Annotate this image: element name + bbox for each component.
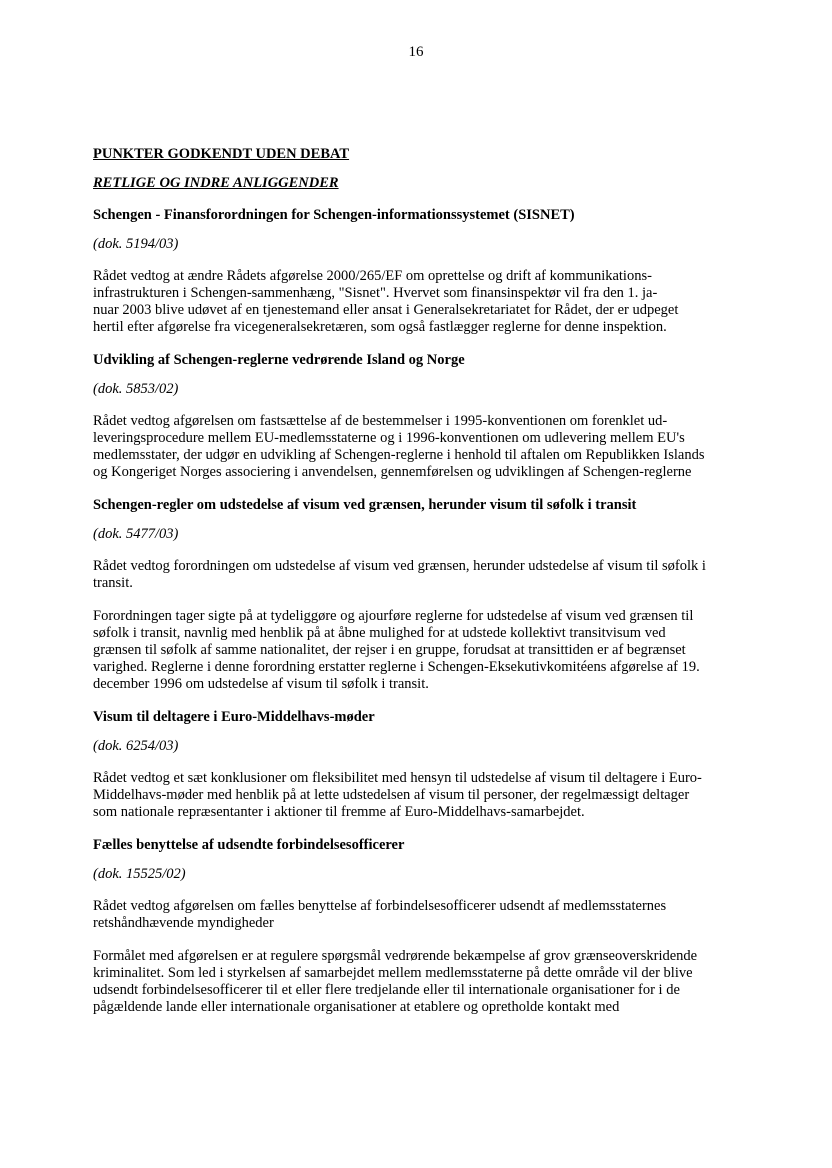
text-line: hertil efter afgørelse fra vicegeneralsekretæren, som også fastlægger reglerne for denne inspektion.	[93, 319, 667, 335]
text-line: infrastrukturen i Schengen-sammenhæng, "Sisnet". Hvervet som finansinspektør vil fra den 1. ja-	[93, 285, 658, 301]
text-line: transit.	[93, 575, 133, 591]
paragraph	[93, 268, 753, 336]
section	[93, 709, 753, 821]
text-line: kriminalitet. Som led i styrkelsen af samarbejdet mellem medlemsstaterne på dette område vil der blive	[93, 965, 693, 981]
text-line: som nationale repræsentanter i aktioner til fremme af Euro-Middelhavs-samarbejdet.	[93, 804, 585, 820]
section	[93, 352, 753, 481]
paragraph	[93, 413, 753, 481]
heading-sub: RETLIGE OG INDRE ANLIGGENDER	[93, 175, 339, 191]
text-line: Rådet vedtog at ændre Rådets afgørelse 2000/265/EF om oprettelse og drift af kommunikations-	[93, 268, 652, 284]
paragraph	[93, 948, 753, 1016]
text-line: Middelhavs-møder med henblik på at lette udstedelsen af visum til personer, der regelmæssigt deltager	[93, 787, 690, 803]
doc-reference: (dok. 5194/03)	[93, 236, 179, 252]
text-line: nuar 2003 blive udøvet af en tjenestemand eller ansat i Generalsekretariatet for Rådet, der er udpeget	[93, 302, 679, 318]
text-line: retshåndhævende myndigheder	[93, 915, 274, 931]
section-title: Udvikling af Schengen-reglerne vedrørende Island og Norge	[93, 352, 465, 368]
doc-reference: (dok. 5853/02)	[93, 381, 179, 397]
paragraph	[93, 898, 753, 932]
section-title: Schengen-regler om udstedelse af visum ved grænsen, herunder visum til søfolk i transit	[93, 497, 637, 513]
text-line: Rådet vedtog afgørelsen om fælles benyttelse af forbindelsesofficerer udsendt af medlemsstaternes	[93, 898, 667, 914]
text-line: varighed. Reglerne i denne forordning erstatter reglerne i Schengen-Eksekutivkomitéens afgørelse af 19.	[93, 659, 700, 675]
text-line: Rådet vedtog forordningen om udstedelse af visum ved grænsen, herunder udstedelse af visum til søfolk i	[93, 558, 706, 574]
section-title: Visum til deltagere i Euro-Middelhavs-møder	[93, 709, 375, 725]
doc-reference: (dok. 15525/02)	[93, 866, 186, 882]
paragraph	[93, 770, 753, 821]
sections-container	[93, 207, 753, 1016]
heading-main: PUNKTER GODKENDT UDEN DEBAT	[93, 146, 350, 162]
text-line: Forordningen tager sigte på at tydeliggøre og ajourføre reglerne for udstedelse af visum ved grænsen til	[93, 608, 694, 624]
text-line: medlemsstater, der udgør en udvikling af Schengen-reglerne i henhold til aftalen om Republikken Islands	[93, 447, 705, 463]
text-line: Rådet vedtog afgørelsen om fastsættelse af de bestemmelser i 1995-konventionen om forenklet ud-	[93, 413, 668, 429]
text-line: Rådet vedtog et sæt konklusioner om fleksibilitet med hensyn til udstedelse af visum til deltagere i Euro-	[93, 770, 702, 786]
text-line: grænsen til søfolk af samme nationalitet, der rejser i en gruppe, forudsat at transittiden er af begrænset	[93, 642, 686, 658]
text-line: og Kongeriget Norges associering i anvendelsen, gennemførelsen og udviklingen af Schengen-reglerne	[93, 464, 692, 480]
section	[93, 837, 753, 1016]
section-title: Schengen - Finansforordningen for Schengen-informationssystemet (SISNET)	[93, 207, 575, 223]
section	[93, 207, 753, 336]
doc-reference: (dok. 5477/03)	[93, 526, 179, 542]
doc-reference: (dok. 6254/03)	[93, 738, 179, 754]
text-line: pågældende lande eller internationale organisationer at etablere og opretholde kontakt med	[93, 999, 620, 1015]
text-line: leveringsprocedure mellem EU-medlemsstaterne og i 1996-konventionen om udlevering mellem EU's	[93, 430, 685, 446]
paragraph	[93, 608, 753, 693]
text-line: søfolk i transit, navnlig med henblik på at åbne mulighed for at udstede kollektivt transitvisum ved	[93, 625, 666, 641]
section	[93, 497, 753, 693]
text-line: december 1996 om udstedelse af visum til søfolk i transit.	[93, 676, 429, 692]
text-line: Formålet med afgørelsen er at regulere spørgsmål vedrørende bekæmpelse af grov grænseoverskridende	[93, 948, 698, 964]
document-body	[93, 146, 753, 1032]
page-number: 16	[408, 44, 424, 60]
text-line: udsendt forbindelsesofficerer til et eller flere tredjelande eller til internationale organisationer for i de	[93, 982, 680, 998]
paragraph	[93, 558, 753, 592]
section-title: Fælles benyttelse af udsendte forbindelsesofficerer	[93, 837, 405, 853]
